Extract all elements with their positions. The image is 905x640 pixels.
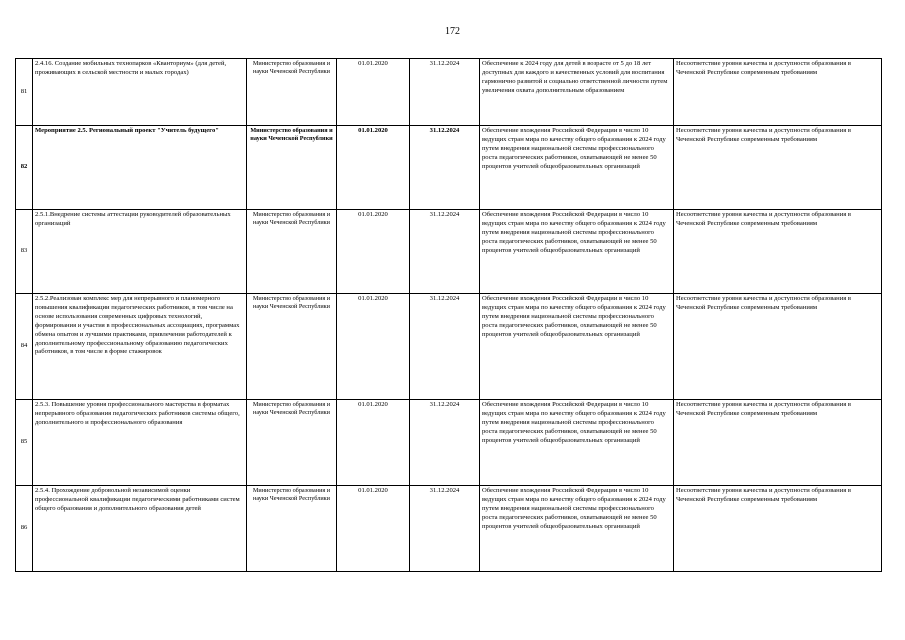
measure-name: 2.5.3. Повышение уровня профессионального мастерства в форматах непрерывного образования педагогических работников системы общего, дополнительного и профессионального образования: [33, 400, 247, 486]
end-date: 31.12.2024: [410, 59, 480, 126]
expected-result: Обеспечение к 2024 году для детей в возрасте от 5 до 18 лет доступных для каждого и качественных условий для воспитания гармонично развитой и социально ответственной личности путем увеличения охвата дополнительным образованием: [480, 59, 674, 126]
start-date: 01.01.2020: [337, 59, 410, 126]
end-date: 31.12.2024: [410, 400, 480, 486]
table-row: [16, 210, 882, 294]
table-row: [16, 486, 882, 572]
table-row: [16, 126, 882, 210]
responsible-org: Министерство образования и науки Чеченской Республики: [247, 210, 337, 294]
risk-consequence: Несоответствие уровня качества и доступности образования в Чеченской Республике современным требованиям: [674, 294, 882, 400]
end-date: 31.12.2024: [410, 126, 480, 210]
program-table: [15, 58, 882, 572]
end-date: 31.12.2024: [410, 210, 480, 294]
risk-consequence: Несоответствие уровня качества и доступности образования в Чеченской Республике современным требованиям: [674, 210, 882, 294]
table-row: [16, 294, 882, 400]
row-number: 82: [16, 126, 33, 210]
table-row: [16, 400, 882, 486]
responsible-org: Министерство образования и науки Чеченской Республики: [247, 294, 337, 400]
measure-name: 2.5.1.Внедрение системы аттестации руководителей образовательных организаций: [33, 210, 247, 294]
start-date: 01.01.2020: [337, 486, 410, 572]
row-number: 83: [16, 210, 33, 294]
risk-consequence: Несоответствие уровня качества и доступности образования в Чеченской Республике современным требованиям: [674, 400, 882, 486]
risk-consequence: Несоответствие уровня качества и доступности образования в Чеченской Республике современным требованиям: [674, 59, 882, 126]
row-number: 81: [16, 59, 33, 126]
expected-result: Обеспечение вхождения Российской Федерации в число 10 ведущих стран мира по качеству общего образования к 2024 году путем внедрения национальной системы профессионального роста педагогических работников, охватывающей не менее 50 процентов учителей общеобразовательных организаций: [480, 294, 674, 400]
responsible-org: Министерство образования и науки Чеченской Республики: [247, 400, 337, 486]
start-date: 01.01.2020: [337, 210, 410, 294]
measure-name: 2.5.2.Реализован комплекс мер для непрерывного и планомерного повышения квалификации педагогических работников, в том числе на основе использования современных цифровых технологий, формирования и участия в профессиональных ассоциациях, программах обмена опытом и лучшими практиками, привлечения работодателей к дополнительному профессиональному образованию педагогических работников, в том числе в форме стажировок: [33, 294, 247, 400]
risk-consequence: Несоответствие уровня качества и доступности образования в Чеченской Республике современным требованиям: [674, 126, 882, 210]
row-number: 84: [16, 294, 33, 400]
responsible-org: Министерство образования и науки Чеченской Республики: [247, 486, 337, 572]
row-number: 85: [16, 400, 33, 486]
start-date: 01.01.2020: [337, 294, 410, 400]
row-number: 86: [16, 486, 33, 572]
page-number: 172: [445, 26, 460, 37]
measure-name: Мероприятие 2.5. Региональный проект "Учитель будущего": [33, 126, 247, 210]
table-row: [16, 59, 882, 126]
measure-name: 2.5.4. Прохождение добровольной независимой оценки профессиональной квалификации педагогическими работниками систем общего образования и дополнительного образования детей: [33, 486, 247, 572]
expected-result: Обеспечение вхождения Российской Федерации в число 10 ведущих стран мира по качеству общего образования к 2024 году путем внедрения национальной системы профессионального роста педагогических работников, охватывающей не менее 50 процентов учителей общеобразовательных организаций: [480, 400, 674, 486]
responsible-org: Министерство образования и науки Чеченской Республики: [247, 126, 337, 210]
expected-result: Обеспечение вхождения Российской Федерации в число 10 ведущих стран мира по качеству общего образования к 2024 году путем внедрения национальной системы профессионального роста педагогических работников, охватывающей не менее 50 процентов учителей общеобразовательных организаций: [480, 126, 674, 210]
expected-result: Обеспечение вхождения Российской Федерации в число 10 ведущих стран мира по качеству общего образования к 2024 году путем внедрения национальной системы профессионального роста педагогических работников, охватывающей не менее 50 процентов учителей общеобразовательных организаций: [480, 210, 674, 294]
responsible-org: Министерство образования и науки Чеченской Республики: [247, 59, 337, 126]
expected-result: Обеспечение вхождения Российской Федерации в число 10 ведущих стран мира по качеству общего образования к 2024 году путем внедрения национальной системы профессионального роста педагогических работников, охватывающей не менее 50 процентов учителей общеобразовательных организаций: [480, 486, 674, 572]
start-date: 01.01.2020: [337, 400, 410, 486]
end-date: 31.12.2024: [410, 486, 480, 572]
end-date: 31.12.2024: [410, 294, 480, 400]
measure-name: 2.4.16. Создание мобильных технопарков «Кванториум» (для детей, проживающих в сельской местности и малых городах): [33, 59, 247, 126]
risk-consequence: Несоответствие уровня качества и доступности образования в Чеченской Республике современным требованиям: [674, 486, 882, 572]
start-date: 01.01.2020: [337, 126, 410, 210]
